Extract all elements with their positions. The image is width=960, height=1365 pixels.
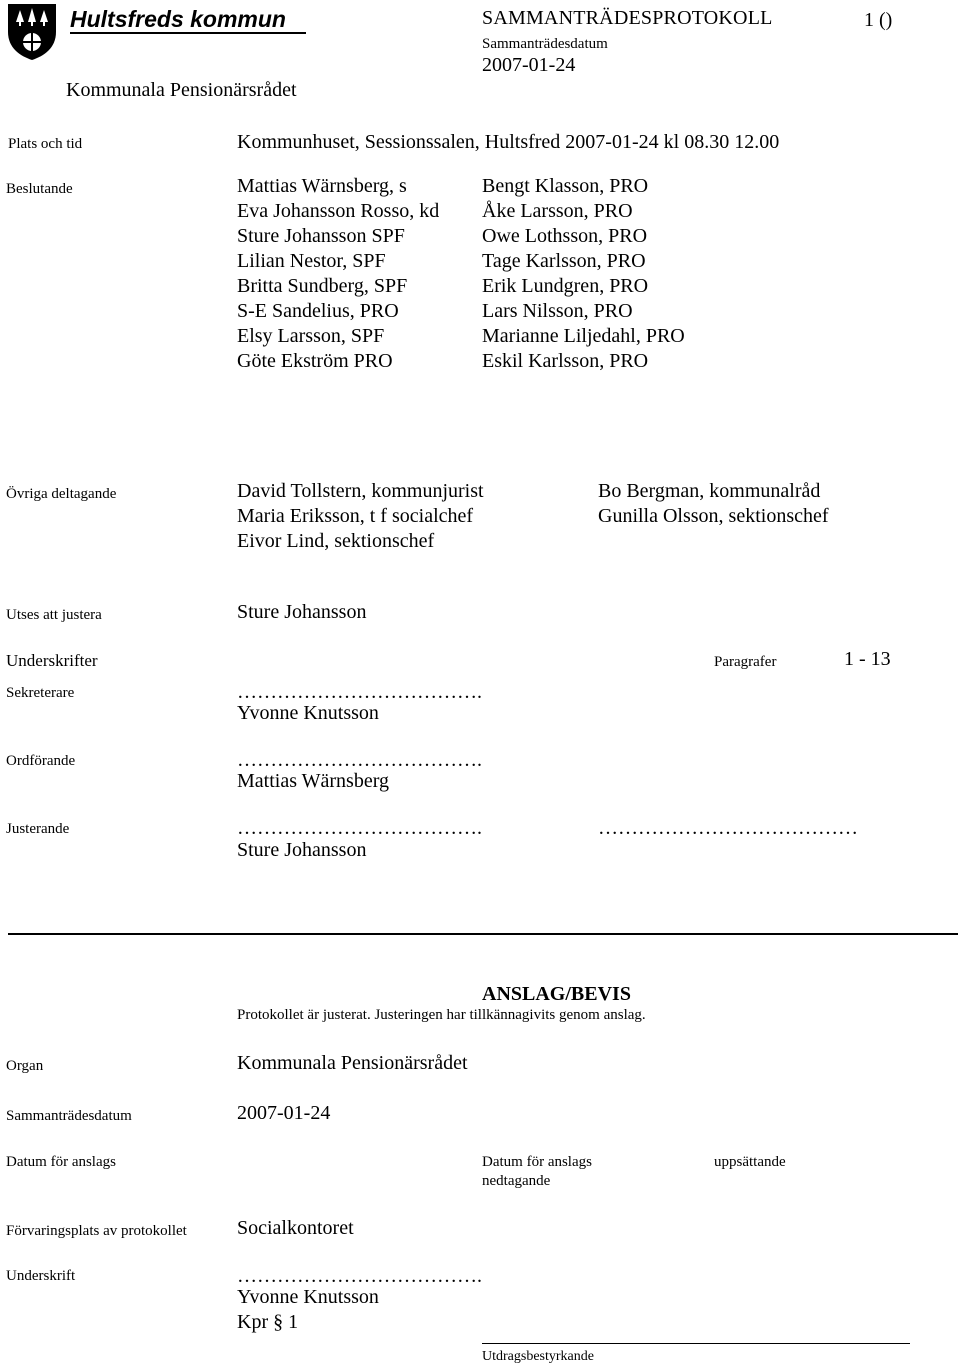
list-item: Åke Larsson, PRO: [482, 200, 633, 222]
meeting-date-label: Sammanträdesdatum: [482, 36, 608, 52]
chair-label: Ordförande: [6, 753, 76, 769]
storage-label: Förvaringsplats av protokollet: [6, 1223, 187, 1239]
adjuster-signature-name: Sture Johansson: [237, 839, 367, 861]
list-item: Owe Lothsson, PRO: [482, 225, 648, 247]
logo-name: Hultsfreds kommun: [70, 6, 286, 32]
meeting-date: 2007-01-24: [482, 54, 576, 76]
posting-word: uppsättande: [714, 1154, 786, 1170]
list-item: Göte Ekström PRO: [237, 350, 393, 372]
notice-text: Protokollet är justerat. Justeringen har tillkännagivits genom anslag.: [237, 1007, 646, 1023]
list-item: David Tollstern, kommunjurist: [237, 480, 484, 502]
list-item: Marianne Liljedahl, PRO: [482, 325, 685, 347]
posting-date-label: Datum för anslags: [6, 1154, 116, 1170]
kpr-reference: Kpr § 1: [237, 1311, 299, 1333]
list-item: Bo Bergman, kommunalråd: [598, 480, 821, 502]
extract-label: Utdragsbestyrkande: [482, 1349, 594, 1364]
place-time-label: Plats och tid: [8, 136, 83, 152]
list-item: Eivor Lind, sektionschef: [237, 530, 435, 552]
adjuster-label: Utses att justera: [6, 607, 102, 623]
organ-label: Organ: [6, 1058, 44, 1074]
list-item: Tage Karlsson, PRO: [482, 250, 646, 272]
chair-name: Mattias Wärnsberg: [237, 770, 390, 792]
removal-date-label-second-line: nedtagande: [482, 1173, 551, 1189]
notice-meeting-date-label: Sammanträdesdatum: [6, 1108, 132, 1124]
logo-underline: [70, 32, 306, 34]
organ-value: Kommunala Pensionärsrådet: [237, 1052, 468, 1074]
list-item: S-E Sandelius, PRO: [237, 300, 399, 322]
list-item: Eskil Karlsson, PRO: [482, 350, 649, 372]
other-participants-label: Övriga deltagande: [6, 486, 117, 502]
list-item: Gunilla Olsson, sektionschef: [598, 505, 829, 527]
list-item: Erik Lundgren, PRO: [482, 275, 649, 297]
decision-makers-col2: [482, 174, 685, 374]
list-item: Lars Nilsson, PRO: [482, 300, 633, 322]
adjuster-value: Sture Johansson: [237, 601, 367, 623]
secretary-dots: ……………………………….: [237, 681, 482, 703]
secretary-name: Yvonne Knutsson: [237, 702, 379, 724]
signature-dots: ……………………………….: [237, 1265, 482, 1287]
municipality-crest-icon: [6, 2, 58, 62]
chair-dots: ……………………………….: [237, 749, 482, 771]
paragraphs-label: Paragrafer: [714, 654, 777, 670]
list-item: Mattias Wärnsberg, s: [237, 175, 407, 197]
document-title: SAMMANTRÄDESPROTOKOLL: [482, 7, 773, 29]
list-item: Eva Johansson Rosso, kd: [237, 200, 440, 222]
place-time-value: Kommunhuset, Sessionssalen, Hultsfred 2007-01-24 kl 08.30 12.00: [237, 131, 780, 153]
signature-name: Yvonne Knutsson: [237, 1286, 379, 1308]
paragraphs-value: 1 - 13: [844, 648, 891, 670]
list-item: Sture Johansson SPF: [237, 225, 405, 247]
section-divider: [8, 933, 958, 935]
adjuster-signature-dots-second: …………………………………: [598, 817, 858, 839]
list-item: Britta Sundberg, SPF: [237, 275, 408, 297]
extract-signature-line: [482, 1343, 910, 1344]
other-participants-col2: [598, 479, 829, 529]
list-item: Bengt Klasson, PRO: [482, 175, 649, 197]
list-item: Lilian Nestor, SPF: [237, 250, 386, 272]
signatures-label: Underskrifter: [6, 651, 98, 670]
adjuster-signature-dots: ……………………………….: [237, 817, 482, 839]
secretary-label: Sekreterare: [6, 685, 75, 701]
storage-value: Socialkontoret: [237, 1217, 354, 1239]
removal-date-label: Datum för anslags: [482, 1154, 592, 1170]
signature-label: Underskrift: [6, 1268, 76, 1284]
other-participants-col1: [237, 479, 484, 554]
page-number: 1 (): [864, 9, 893, 31]
list-item: Maria Eriksson, t f socialchef: [237, 505, 474, 527]
notice-title: ANSLAG/BEVIS: [482, 983, 631, 1005]
adjuster-signature-label: Justerande: [6, 821, 70, 837]
decision-makers-label: Beslutande: [6, 181, 73, 197]
body-name: Kommunala Pensionärsrådet: [66, 79, 297, 101]
decision-makers-col1: [237, 174, 439, 374]
list-item: Elsy Larsson, SPF: [237, 325, 385, 347]
notice-meeting-date-value: 2007-01-24: [237, 1102, 331, 1124]
